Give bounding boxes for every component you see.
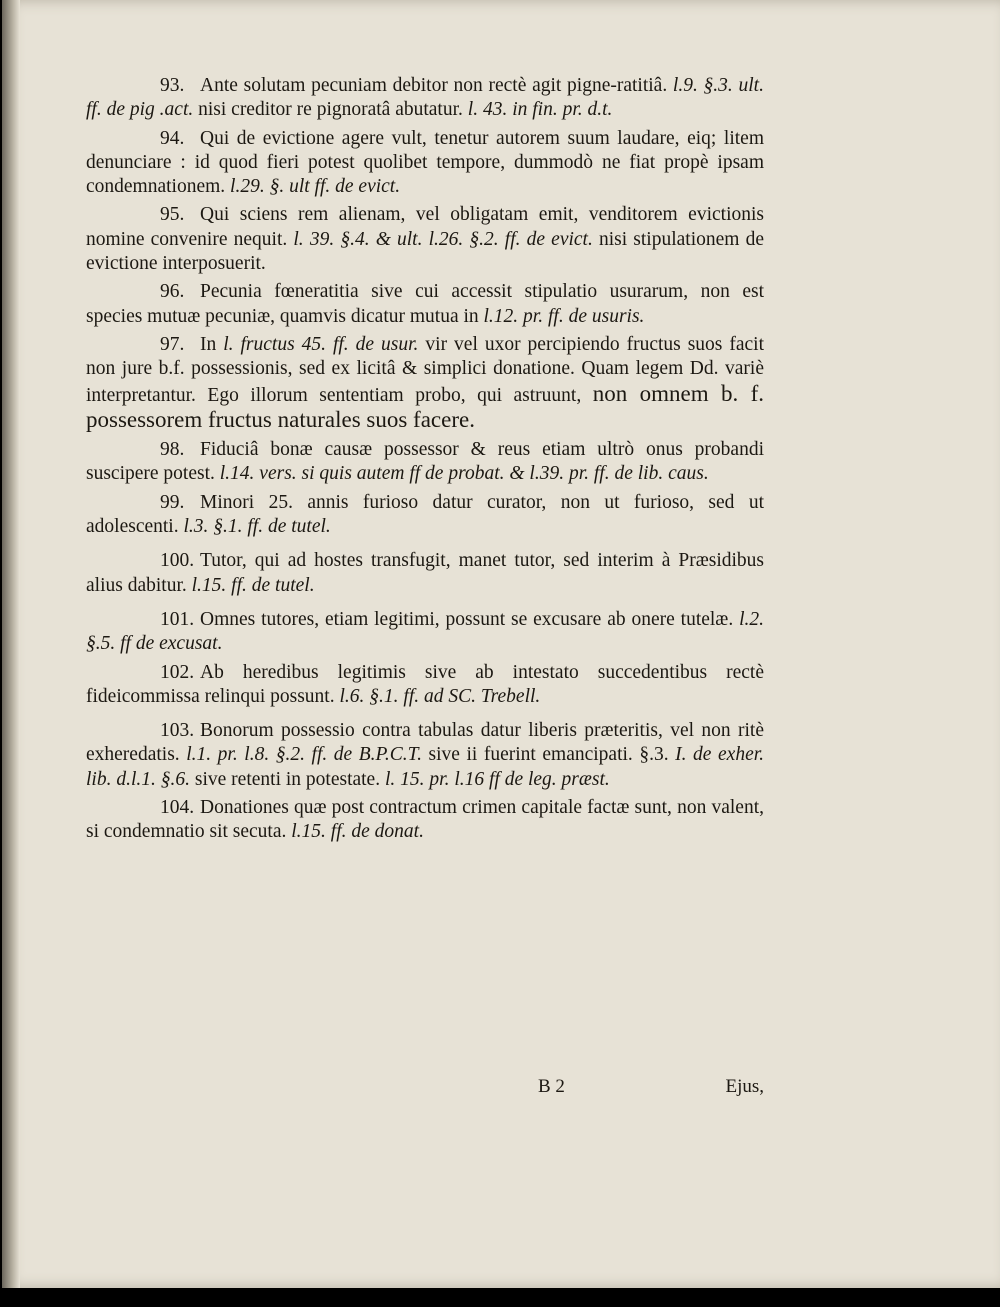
thesis-paragraph (86, 796, 764, 845)
thesis-number: 99. (160, 491, 185, 513)
thesis-text: Ante solutam pecuniam debitor non rectè agit pigne-ratitiâ. (200, 75, 673, 96)
thesis-text: Ab heredibus legitimis sive ab intestato succedentibus rectè fideicommissa relinqui possunt. (86, 661, 764, 707)
thesis-paragraph (86, 438, 764, 487)
legal-citation: l.9. §.3. ult. ff. de pig .act. (86, 75, 764, 121)
thesis-number: 98. (160, 439, 185, 461)
thesis-paragraph (86, 333, 764, 434)
thesis-paragraph (86, 491, 764, 540)
thesis-text: Bonorum possessio contra tabulas datur liberis præteritis, vel non ritè exheredatis. (86, 720, 764, 766)
legal-citation: l.14. vers. si quis autem ff de probat. & l.39. pr. ff. de lib. caus. (219, 463, 709, 485)
thesis-number: 93. (160, 75, 185, 96)
thesis-paragraph (86, 549, 764, 598)
thesis-paragraph (86, 608, 764, 657)
legal-citation: l.1. pr. l.8. §.2. ff. de B.P.C.T. (186, 744, 422, 766)
binding-gutter (2, 0, 20, 1288)
thesis-paragraph (86, 719, 764, 792)
thesis-number: 94. (160, 127, 185, 149)
catchword: Ejus, (725, 1076, 764, 1097)
legal-citation: l.2. §.5. ff de excusat. (86, 608, 764, 655)
thesis-paragraph (86, 280, 764, 329)
thesis-text: Pecunia fœneratitia sive cui accessit stipulatio usurarum, non est species mutuæ pecuniæ, quamvis dicatur mutua in (86, 281, 764, 327)
signature-mark: B 2 (538, 1076, 565, 1097)
thesis-text: nisi creditor re pignoratâ abutatur. (193, 99, 468, 121)
thesis-text: In (200, 333, 224, 355)
thesis-number: 95. (160, 204, 185, 226)
thesis-text: Fiduciâ bonæ causæ possessor & reus etiam ultrò onus probandi suscipere potest. (86, 439, 764, 485)
legal-citation: l.12. pr. ff. de usuris. (483, 305, 645, 327)
thesis-text: sive ii fuerint emancipati. §.3. (421, 744, 676, 766)
thesis-text: nisi stipulationem de evictione interposuerit. (86, 228, 764, 275)
legal-citation: l. 43. in fin. pr. d.t. (467, 99, 613, 121)
thesis-number: 97. (160, 333, 185, 355)
thesis-text: Omnes tutores, etiam legitimi, possunt se excusare ab onere tutelæ. (200, 608, 740, 630)
legal-citation: l.3. §.1. ff. de tutel. (183, 516, 331, 538)
thesis-number: 102. (160, 661, 195, 683)
thesis-paragraph (86, 661, 764, 710)
thesis-paragraph (86, 127, 764, 200)
legal-citation: l.15. ff. de donat. (291, 821, 424, 843)
thesis-text: sive retenti in potestate. (190, 768, 385, 790)
thesis-number: 101. (160, 608, 195, 630)
legal-citation: l.29. §. ult ff. de evict. (230, 176, 401, 198)
legal-citation: I. de exher. lib. d.l.1. §.6. (86, 744, 765, 790)
thesis-number: 103. (160, 720, 195, 742)
thesis-text: Minori 25. annis furioso datur curator, non ut furioso, sed ut adolescenti. (86, 491, 764, 538)
thesis-paragraph (86, 74, 764, 123)
legal-citation: l.15. ff. de tutel. (191, 574, 315, 596)
thesis-paragraph (86, 203, 764, 276)
thesis-text: non omnem b. f. possessorem fructus naturales suos facere. (86, 380, 764, 432)
thesis-number: 96. (160, 281, 185, 303)
thesis-number: 100. (160, 550, 195, 572)
thesis-text: Qui de evictione agere vult, tenetur autorem suum laudare, eiq; litem denunciare : id quod fieri potest quolibet tempore, dummodò ne fiat propè ipsam condemnationem. (86, 127, 764, 198)
thesis-text: Donationes quæ post contractum crimen capitale factæ sunt, non valent, si condemnatio sit secuta. (86, 797, 764, 843)
legal-citation: l. 15. pr. l.16 ff de leg. præst. (384, 768, 610, 790)
page-footer (86, 1076, 764, 1102)
thesis-text: Qui sciens rem alienam, vel obligatam emit, venditorem evictionis nomine convenire nequit. (86, 204, 764, 250)
thesis-number: 104. (160, 797, 195, 819)
page-body (86, 74, 764, 849)
thesis-text: vir vel uxor percipiendo fructus suos facit non jure b.f. possessionis, sed ex licitâ & simplici donatione. Quam legem Dd. variè interpretantur. Ego illorum sententiam probo, qui astruunt, (86, 333, 764, 406)
legal-citation: l.6. §.1. ff. ad SC. Trebell. (339, 685, 541, 707)
legal-citation: l. fructus 45. ff. de usur. (223, 333, 419, 355)
thesis-text: Tutor, qui ad hostes transfugit, manet tutor, sed interim à Præsidibus alius dabitur. (86, 550, 764, 596)
legal-citation: l. 39. §.4. & ult. l.26. §.2. ff. de evict. (293, 228, 593, 250)
